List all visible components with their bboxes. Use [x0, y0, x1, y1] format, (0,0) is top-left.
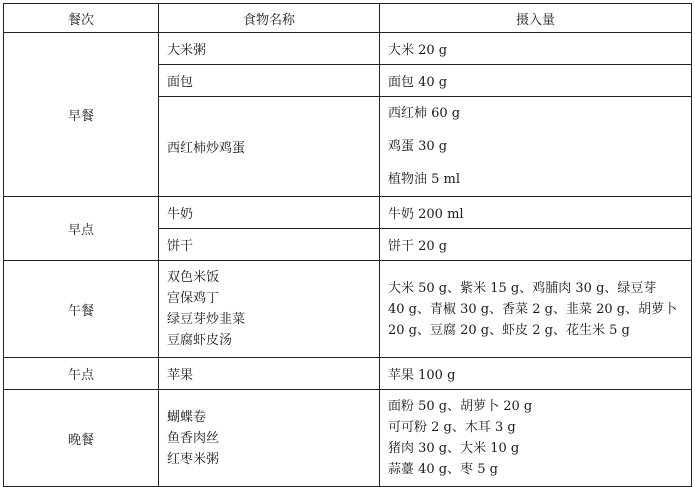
intake-cell: 牛奶 200 ml: [380, 197, 692, 229]
intake-line: 鸡蛋 30 g: [388, 139, 448, 154]
food-line: 鱼香肉丝: [167, 430, 220, 446]
header-meal: 餐次: [4, 4, 159, 33]
intake-line: 大米 50 g、紫米 15 g、鸡脯肉 30 g、绿豆芽: [388, 280, 657, 296]
table-row: [4, 197, 692, 229]
meal-afternoon-snack: 午点: [4, 358, 159, 390]
intake-cell: 大米 20 g: [380, 33, 692, 65]
meal-breakfast: 早餐: [4, 33, 159, 197]
intake-line: 20 g、豆腐 20 g、虾皮 2 g、花生米 5 g: [388, 322, 630, 338]
header-food: 食物名称: [159, 4, 380, 33]
intake-line: 西红柿 60 g: [388, 106, 461, 121]
table-row: [4, 390, 692, 487]
intake-cell: [380, 97, 692, 197]
header-row: [4, 4, 692, 33]
intake-line: 40 g、青椒 30 g、香菜 2 g、韭菜 20 g、胡萝卜: [388, 301, 678, 317]
intake-cell: [380, 390, 692, 487]
food-cell: 牛奶: [159, 197, 380, 229]
intake-line: 蒜薹 40 g、枣 5 g: [388, 462, 498, 477]
meal-plan-table: [3, 3, 692, 487]
intake-cell: 饼干 20 g: [380, 229, 692, 261]
food-cell: 大米粥: [159, 33, 380, 65]
intake-line: 可可粉 2 g、木耳 3 g: [388, 420, 516, 435]
food-line: 宫保鸡丁: [167, 291, 220, 306]
table-row: [4, 261, 692, 358]
food-line: 蝴蝶卷: [167, 409, 207, 425]
meal-dinner: 晚餐: [4, 390, 159, 487]
intake-line: 面粉 50 g、胡萝卜 20 g: [388, 399, 533, 414]
food-line: 豆腐虾皮汤: [167, 333, 233, 348]
intake-line: 猪肉 30 g、大米 10 g: [388, 441, 520, 456]
intake-cell: [380, 261, 692, 358]
meal-lunch: 午餐: [4, 261, 159, 358]
food-cell: [159, 261, 380, 358]
intake-cell: 苹果 100 g: [380, 358, 692, 390]
header-intake: 摄入量: [380, 4, 692, 33]
table-row: [4, 358, 692, 390]
food-line: 双色米饭: [167, 270, 220, 285]
food-cell: [159, 390, 380, 487]
food-cell: 苹果: [159, 358, 380, 390]
food-line: 绿豆芽炒韭菜: [167, 312, 246, 327]
intake-line: 植物油 5 ml: [388, 172, 461, 187]
food-cell: 西红柿炒鸡蛋: [159, 97, 380, 197]
food-cell: 饼干: [159, 229, 380, 261]
table-row: [4, 33, 692, 65]
food-line: 红枣米粥: [167, 451, 220, 467]
intake-cell: 面包 40 g: [380, 65, 692, 97]
food-cell: 面包: [159, 65, 380, 97]
meal-morning-snack: 早点: [4, 197, 159, 261]
